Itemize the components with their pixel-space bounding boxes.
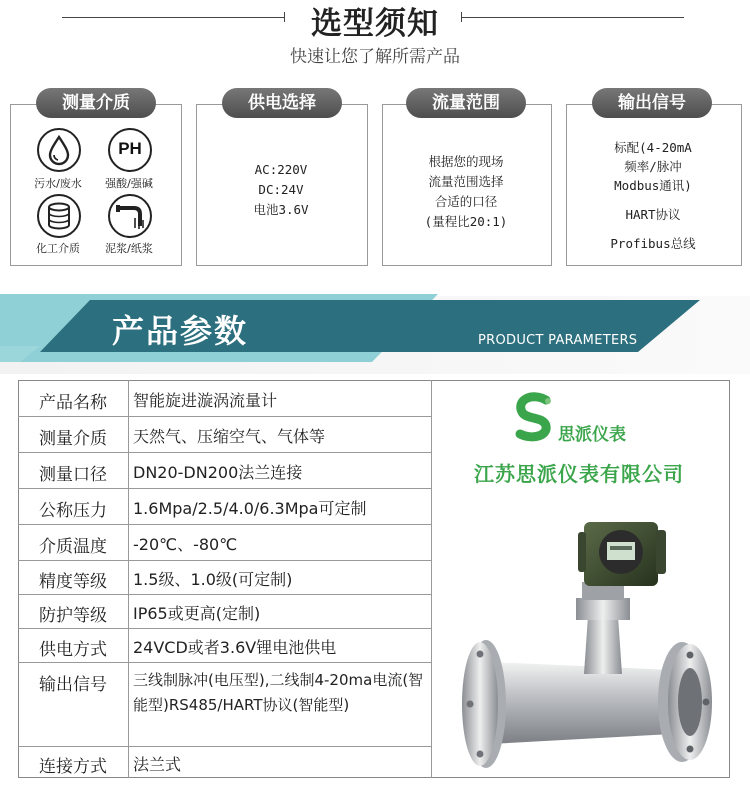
banner-title: 产品参数 [112, 312, 249, 350]
flowmeter-product-image [450, 512, 720, 774]
card-power-label: 供电选择 [222, 88, 342, 118]
barrel-icon [37, 194, 81, 238]
output-line: Modbus通讯) [614, 178, 692, 193]
table-row-value: 24VCD或者3.6V锂电池供电 [133, 638, 337, 657]
table-row-value: 1.6Mpa/2.5/4.0/6.3Mpa可定制 [133, 499, 367, 518]
flow-line: 根据您的现场 [428, 154, 504, 169]
water-drop-icon [37, 128, 81, 172]
power-line: AC:220V [254, 162, 308, 177]
power-line: 电池3.6V [253, 202, 309, 217]
company-name: 江苏思派仪表有限公司 [474, 462, 684, 486]
table-row-key: 公称压力 [39, 501, 107, 521]
table-image-divider [431, 380, 432, 778]
company-logo-icon [506, 390, 560, 444]
medium-item-label: 泥浆/纸浆 [105, 242, 153, 255]
medium-item-label: 强酸/强碱 [105, 177, 153, 190]
table-row-key: 输出信号 [39, 675, 107, 695]
page-title: 选型须知 [311, 6, 439, 42]
table-row-value: DN20-DN200法兰连接 [133, 463, 303, 482]
table-row [18, 662, 431, 747]
table-row-value: IP65或更高(定制) [133, 604, 261, 623]
table-row-value: 三线制脉冲(电压型),二线制4-20ma电流(智能型)RS485/HART协议(智能型) [133, 671, 424, 714]
table-row-value: 1.5级、1.0级(可定制) [133, 570, 293, 589]
output-line: 标配(4-20mA [614, 140, 692, 155]
banner-subtitle: PRODUCT PARAMETERS [478, 333, 638, 348]
table-row [18, 488, 431, 525]
table-row-key: 防护等级 [39, 606, 107, 626]
table-row [18, 594, 431, 629]
flow-line: (量程比20:1) [424, 214, 508, 229]
output-line: Profibus总线 [610, 236, 696, 251]
pipe-flow-icon [108, 194, 152, 238]
table-row [18, 746, 431, 778]
table-row [18, 452, 431, 489]
company-brand: 思派仪表 [558, 425, 626, 445]
ph-icon [108, 128, 152, 172]
table-row-key: 介质温度 [39, 537, 107, 557]
flow-line: 合适的口径 [434, 194, 498, 209]
output-line: HART协议 [625, 207, 681, 222]
flow-line: 流量范围选择 [428, 174, 504, 189]
output-line: 频率/脉冲 [624, 159, 682, 174]
table-row [18, 524, 431, 561]
page-subtitle: 快速让您了解所需产品 [290, 47, 460, 67]
power-line: DC:24V [258, 182, 304, 197]
table-row-key: 连接方式 [39, 757, 107, 777]
table-row-value: 天然气、压缩空气、气体等 [133, 427, 326, 446]
table-row-value: 智能旋进漩涡流量计 [133, 391, 278, 410]
table-row-value: -20℃、-80℃ [133, 535, 238, 554]
table-row-key: 测量介质 [39, 429, 107, 449]
table-row [18, 380, 431, 417]
table-row-key: 供电方式 [39, 640, 107, 660]
table-row-key: 测量口径 [39, 465, 107, 485]
table-row [18, 560, 431, 595]
table-row-value: 法兰式 [133, 755, 182, 774]
card-output-label: 输出信号 [592, 88, 712, 118]
medium-item-label: 化工介质 [36, 242, 80, 255]
medium-item-label: 污水/废水 [34, 177, 82, 190]
table-row [18, 416, 431, 453]
table-row-key: 精度等级 [39, 572, 107, 592]
card-flow-label: 流量范围 [406, 88, 526, 118]
table-row-key: 产品名称 [39, 393, 107, 413]
ph-glyph: PH [118, 139, 142, 158]
card-medium-label: 测量介质 [36, 88, 156, 118]
table-row [18, 628, 431, 663]
